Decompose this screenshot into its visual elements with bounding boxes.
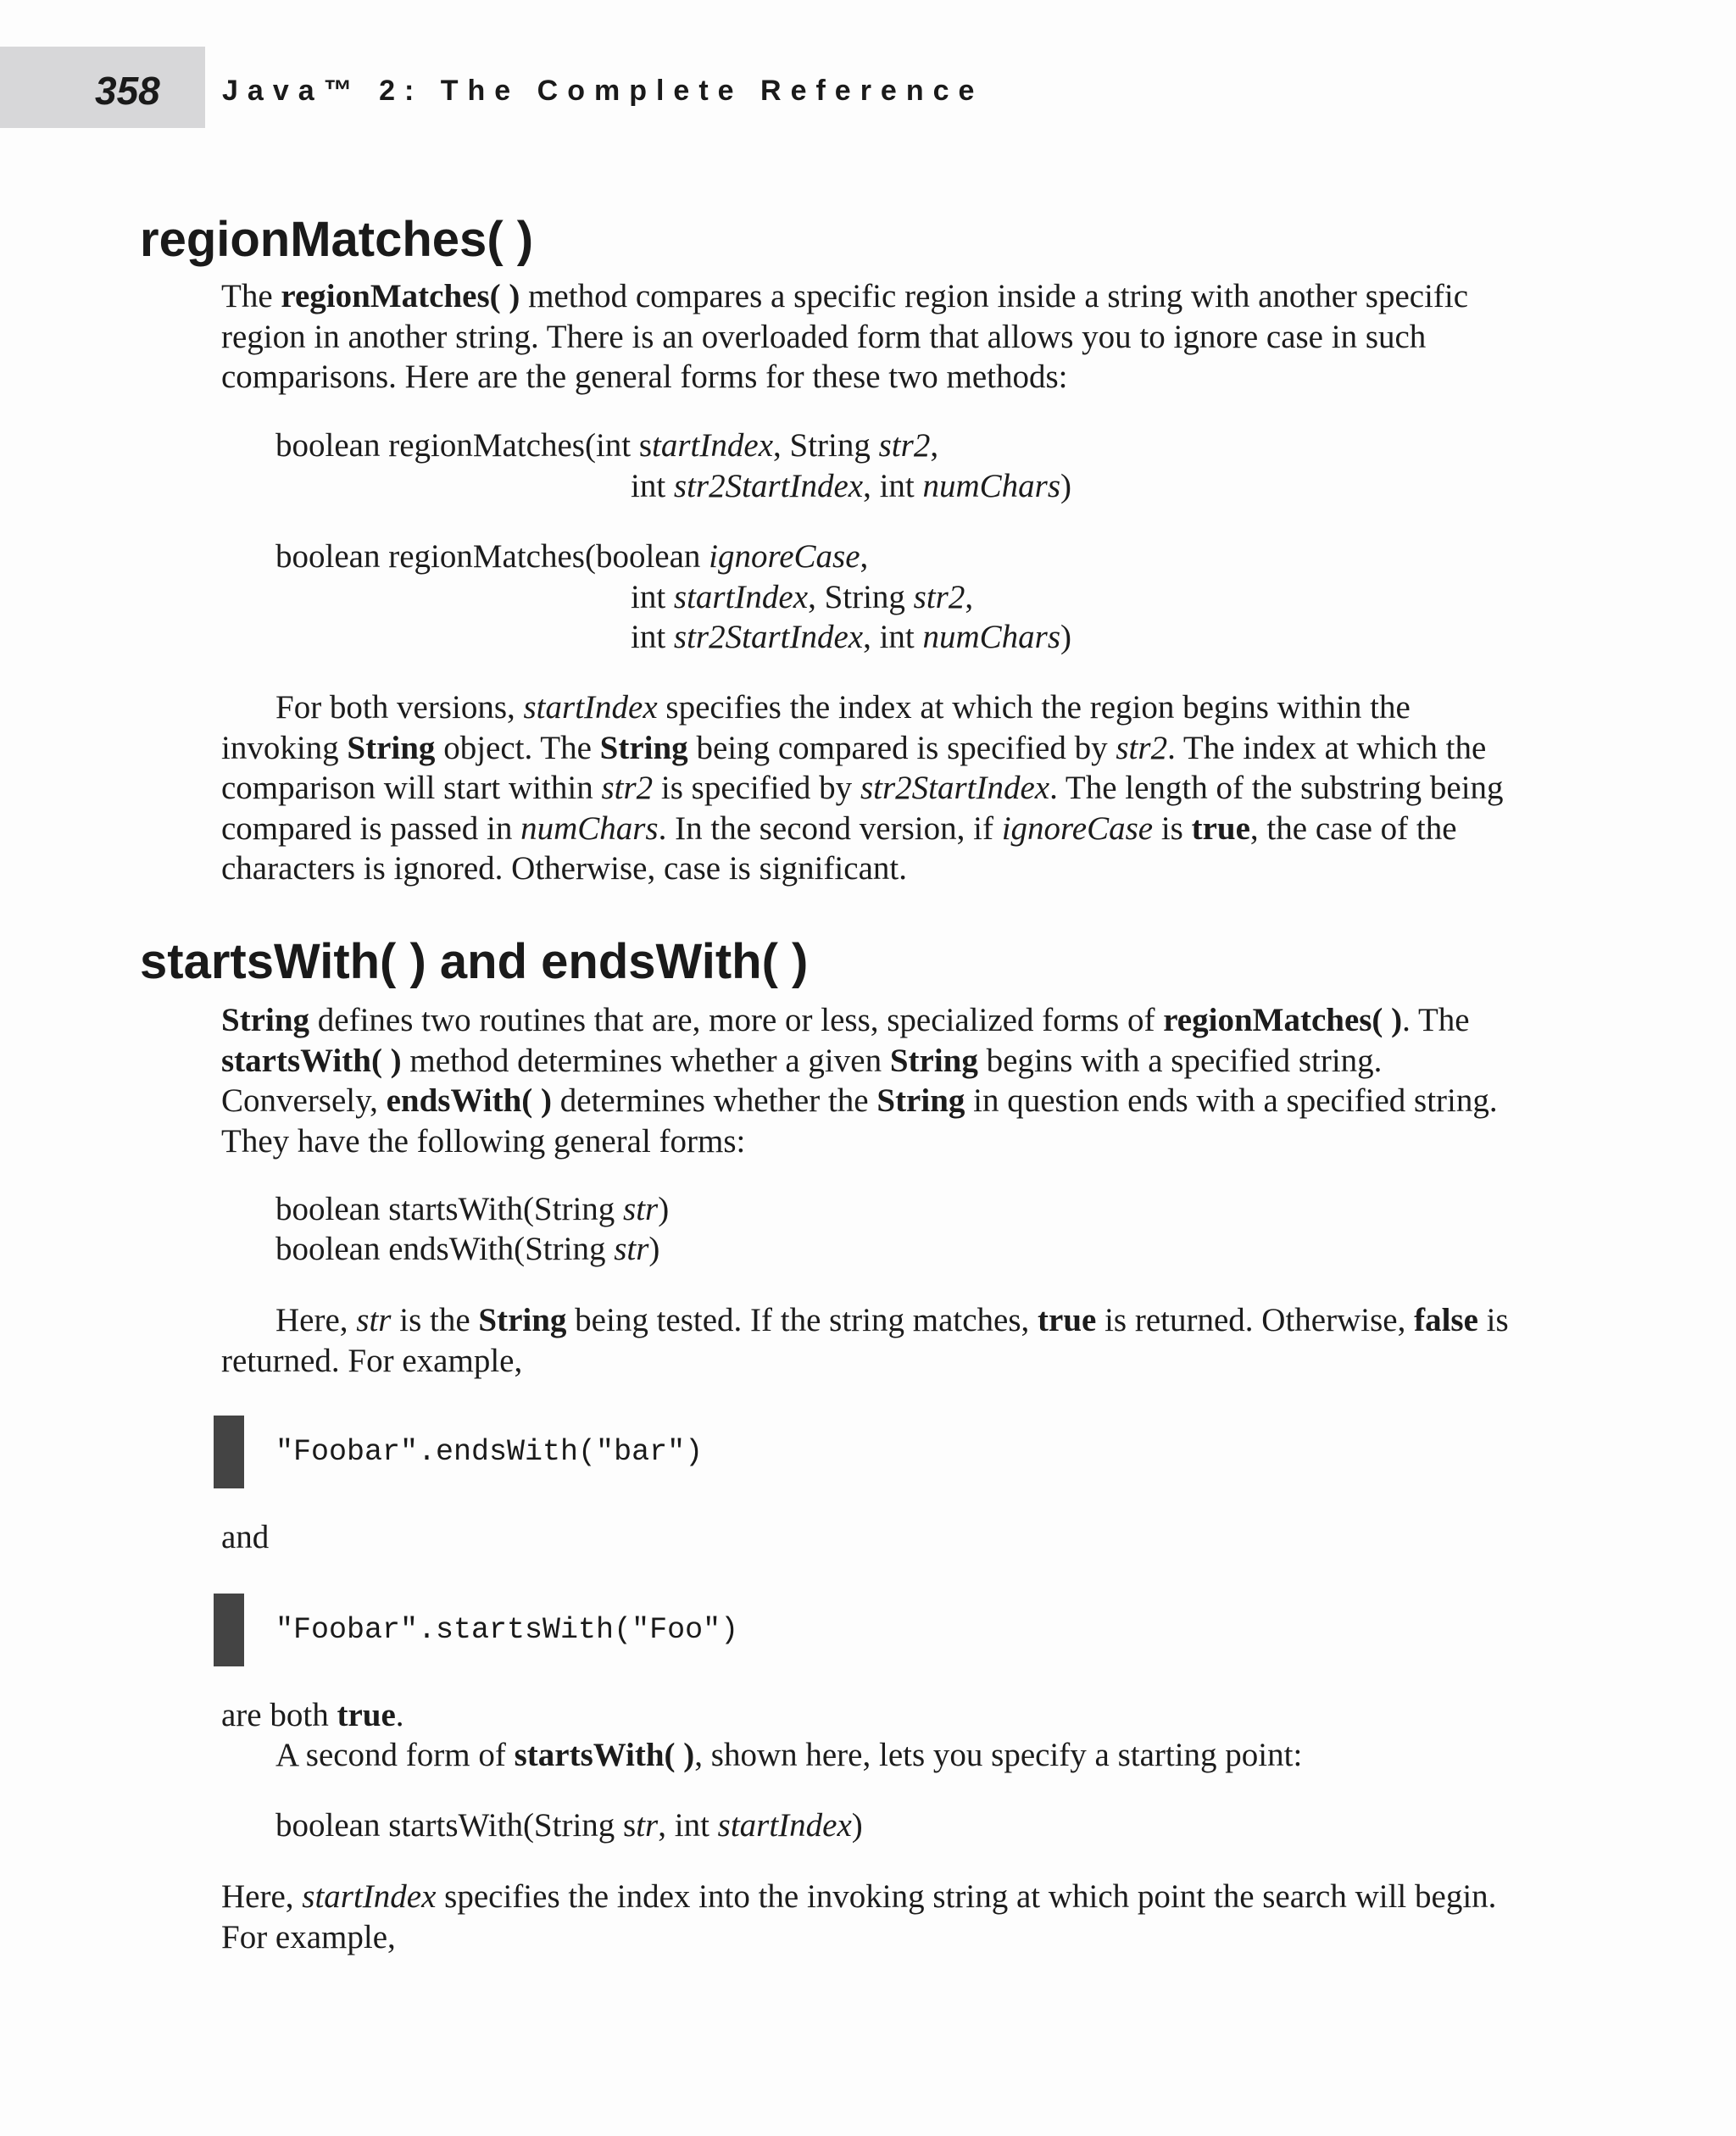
- start-index-explanation: Here, startIndex specifies the index into the invoking string at which point the search will begin. For example,: [221, 1878, 1497, 1955]
- code-block-marker: [214, 1416, 244, 1488]
- starts-with-signature-2: boolean startsWith(String str, int startIndex): [275, 1807, 863, 1844]
- code-example-ends-with: "Foobar".endsWith("bar"): [275, 1435, 704, 1469]
- section-heading-starts-ends-with: startsWith( ) and endsWith( ): [140, 934, 809, 989]
- starts-ends-intro: String defines two routines that are, more or less, specialized forms of regionMatches( ). The startsWith( ) method determines whether a given String begins with a specified string. Conversely, endsWith( ) determines whether the String in question ends with a specified string. They have the following general forms:: [221, 1002, 1498, 1160]
- code-example-starts-with: "Foobar".startsWith("Foo"): [275, 1613, 739, 1647]
- starts-with-signature: boolean startsWith(String str): [275, 1191, 670, 1227]
- starts-ends-explanation: Here, str is the String being tested. If the string matches, true is returned. Otherwise, false is returned. For example,: [221, 1302, 1509, 1379]
- second-form-text: A second form of startsWith( ), shown here, lets you specify a starting point:: [275, 1737, 1303, 1773]
- section-heading-region-matches: regionMatches( ): [140, 212, 534, 267]
- code-block-marker: [214, 1594, 244, 1666]
- page-number: 358: [95, 69, 160, 113]
- both-true-text: are both true.: [221, 1697, 404, 1733]
- running-title: Java™ 2: The Complete Reference: [222, 75, 984, 107]
- region-matches-signature-1: boolean regionMatches(int startIndex, String str2, int str2StartIndex, int numChars): [275, 427, 1072, 504]
- region-matches-intro: The regionMatches( ) method compares a specific region inside a string with another specific region in another string. There is an overloaded form that allows you to ignore case in such comparisons. Here are the general forms for these two methods:: [221, 278, 1469, 395]
- region-matches-explanation: For both versions, startIndex specifies the index at which the region begins within the invoking String object. The String being compared is specified by str2. The index at which the comparison will start within str2 is specified by str2StartIndex. The length of the substring being compared is passed in numChars. In the second version, if ignoreCase is true, the case of the characters is ignored. Otherwise, case is significant.: [221, 689, 1504, 887]
- region-matches-signature-2: boolean regionMatches(boolean ignoreCase, int startIndex, String str2, int str2StartIndex, int numChars): [275, 538, 1072, 655]
- ends-with-signature: boolean endsWith(String str): [275, 1231, 660, 1267]
- and-text: and: [221, 1519, 270, 1555]
